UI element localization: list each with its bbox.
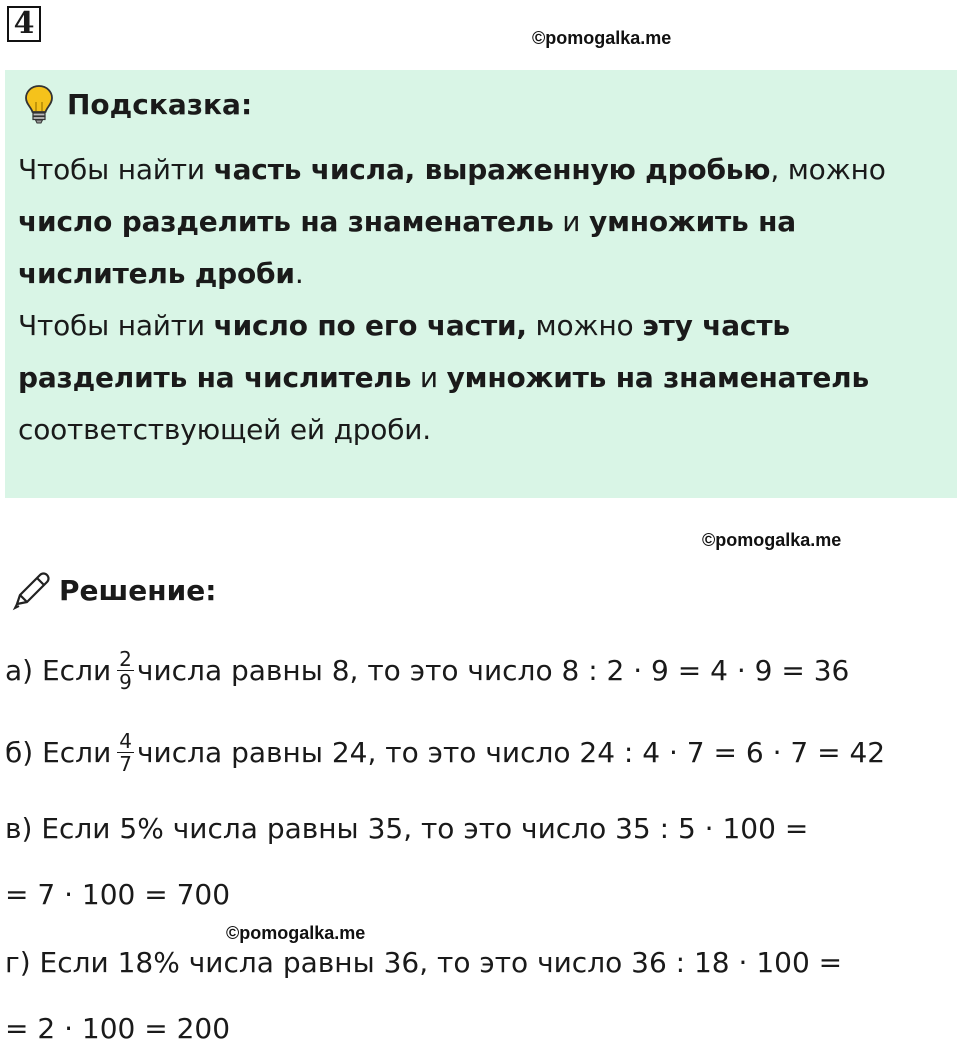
hint-text-segment: и <box>553 205 590 238</box>
hint-text <box>18 144 948 456</box>
hint-bold-segment: умножить на числитель дроби <box>18 205 796 290</box>
hint-title <box>23 84 252 124</box>
fraction-numerator: 2 <box>119 647 132 671</box>
hint-text-segment: соответствующей ей дроби. <box>18 413 432 446</box>
task-number: 4 <box>7 6 41 42</box>
lightbulb-icon <box>23 84 55 124</box>
solution-line-v: в) Если 5% числа равны 35, то это число 35 : 5 · 100 = <box>5 812 809 845</box>
fraction-denominator: 9 <box>119 670 132 694</box>
solution-line-v2: = 7 · 100 = 700 <box>5 878 231 911</box>
solution-title <box>9 568 216 612</box>
hint-bold-segment: число по его части, <box>213 309 527 342</box>
hint-bold-segment: часть числа, выраженную дробью <box>213 153 771 186</box>
hint-bold-segment: умножить на знаменатель <box>446 361 869 394</box>
hint-box <box>5 70 957 498</box>
hint-bold-segment: эту часть разделить на числитель <box>18 309 790 394</box>
fraction <box>117 730 134 775</box>
line-b-rest: числа равны 24, то это число 24 : 4 · 7 = 6 · 7 = 42 <box>137 736 886 769</box>
hint-text-segment: можно <box>526 309 643 342</box>
watermark: ©pomogalka.me <box>702 530 842 550</box>
fraction <box>117 648 134 693</box>
line-b-prefix: б) Если <box>5 736 112 769</box>
hint-text-segment: и <box>411 361 447 394</box>
hint-text-segment: . <box>294 257 304 290</box>
fraction-numerator: 4 <box>119 729 133 753</box>
solution-line-a <box>5 648 849 693</box>
watermark: ©pomogalka.me <box>532 28 672 48</box>
hint-text-segment: , можно <box>770 153 886 186</box>
solution-line-g: г) Если 18% числа равны 36, то это число 36 : 18 · 100 = <box>5 946 843 979</box>
hint-bold-segment: число разделить на знаменатель <box>18 205 554 238</box>
line-a-prefix: а) Если <box>5 654 112 687</box>
pencil-icon <box>9 568 53 612</box>
solution-line-b <box>5 730 885 775</box>
solution-title-label: Решение: <box>59 573 217 607</box>
hint-paragraph-1 <box>18 144 948 300</box>
hint-text-segment: Чтобы найти <box>18 153 214 186</box>
hint-paragraph-2 <box>18 300 948 456</box>
hint-title-label: Подсказка: <box>67 87 253 121</box>
fraction-denominator: 7 <box>119 752 133 776</box>
solution-line-g2: = 2 · 100 = 200 <box>5 1012 231 1045</box>
hint-text-segment: Чтобы найти <box>18 309 214 342</box>
line-a-rest: числа равны 8, то это число 8 : 2 · 9 = 4 · 9 = 36 <box>136 654 850 687</box>
watermark: ©pomogalka.me <box>226 923 366 943</box>
